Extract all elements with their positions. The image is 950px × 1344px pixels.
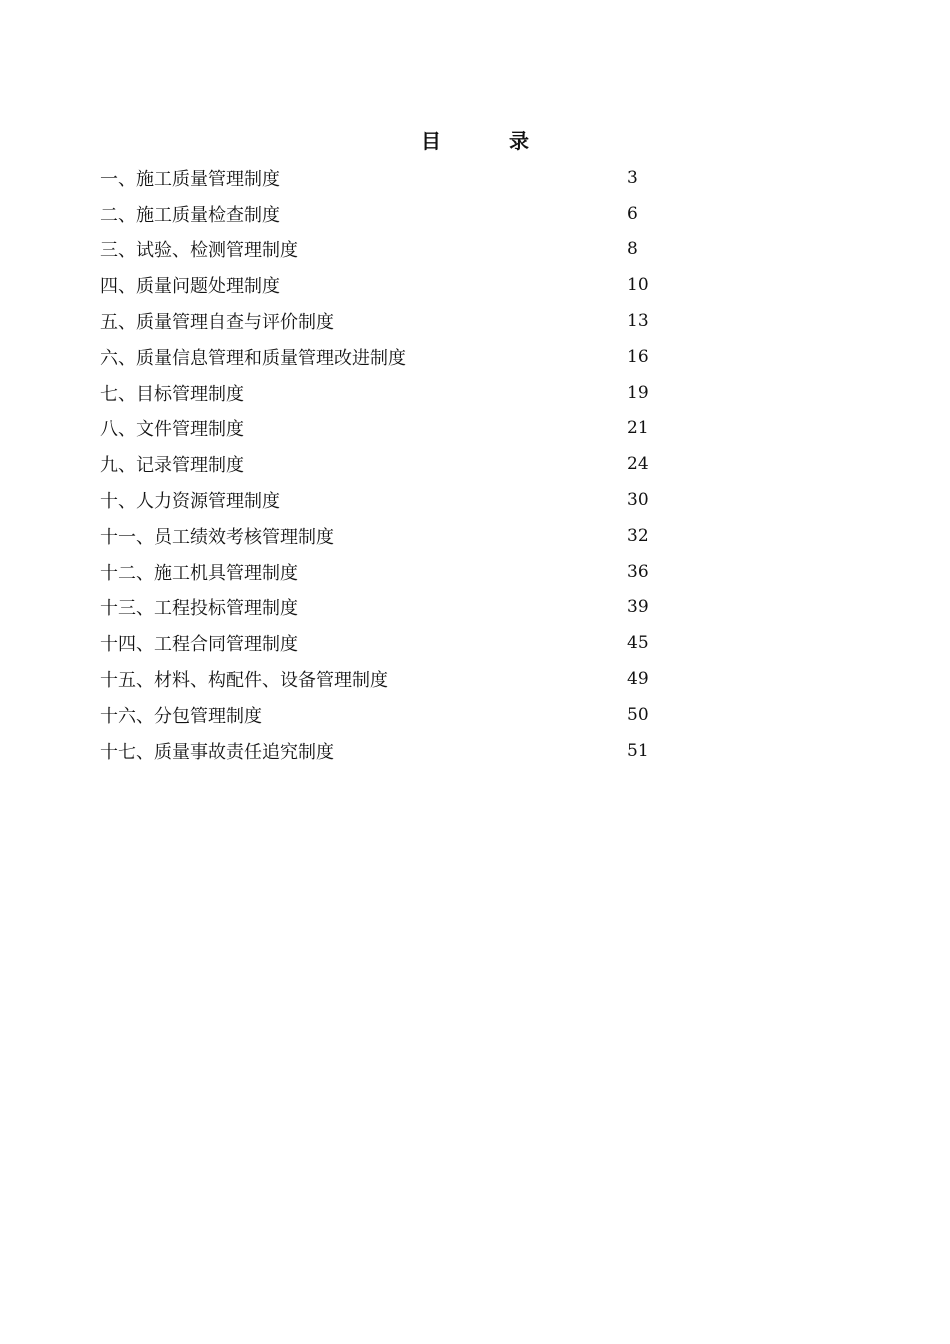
toc-entry[interactable]	[100, 446, 660, 482]
toc-entry-page: 39	[627, 597, 649, 618]
toc-entry-label: 十一、员工绩效考核管理制度	[100, 526, 334, 548]
toc-entry[interactable]	[100, 375, 660, 411]
toc-entry-page: 8	[627, 239, 638, 260]
toc-entry[interactable]	[100, 339, 660, 375]
toc-entry-page: 10	[627, 275, 649, 296]
toc-entry-page: 19	[627, 382, 649, 403]
toc-entry[interactable]	[100, 482, 660, 518]
toc-entry-page: 49	[627, 669, 649, 690]
toc-entry-page: 50	[627, 704, 649, 725]
toc-entry[interactable]	[100, 661, 660, 697]
toc-entry[interactable]	[100, 697, 660, 733]
toc-entry[interactable]	[100, 411, 660, 447]
toc-entry-label: 十七、质量事故责任追究制度	[100, 741, 334, 763]
toc-entry[interactable]	[100, 160, 660, 196]
toc-list	[100, 160, 660, 769]
toc-title: 目 录	[421, 129, 553, 153]
toc-entry-label: 四、质量问题处理制度	[100, 276, 280, 298]
toc-entry-label: 三、试验、检测管理制度	[100, 240, 298, 262]
toc-entry-page: 16	[627, 346, 649, 367]
toc-entry-label: 八、文件管理制度	[100, 419, 244, 441]
toc-entry-label: 十五、材料、构配件、设备管理制度	[100, 670, 388, 692]
toc-entry[interactable]	[100, 267, 660, 303]
toc-entry[interactable]	[100, 196, 660, 232]
toc-entry[interactable]	[100, 554, 660, 590]
toc-entry-page: 13	[627, 311, 649, 332]
toc-entry-page: 45	[627, 633, 649, 654]
toc-entry[interactable]	[100, 590, 660, 626]
toc-entry-label: 十六、分包管理制度	[100, 705, 262, 727]
toc-entry-label: 一、施工质量管理制度	[100, 168, 280, 190]
toc-entry-label: 十、人力资源管理制度	[100, 491, 280, 513]
toc-entry-page: 6	[627, 203, 638, 224]
toc-entry[interactable]	[100, 232, 660, 268]
toc-entry-label: 二、施工质量检查制度	[100, 204, 280, 226]
toc-entry-label: 十四、工程合同管理制度	[100, 634, 298, 656]
toc-entry-page: 3	[627, 167, 638, 188]
toc-entry-label: 七、目标管理制度	[100, 383, 244, 405]
toc-entry[interactable]	[100, 518, 660, 554]
toc-entry-page: 36	[627, 561, 649, 582]
toc-entry-label: 五、质量管理自查与评价制度	[100, 312, 334, 334]
toc-entry[interactable]	[100, 733, 660, 769]
toc-entry-page: 24	[627, 454, 649, 475]
toc-entry-page: 30	[627, 490, 649, 511]
toc-entry-label: 九、记录管理制度	[100, 455, 244, 477]
toc-entry-label: 十二、施工机具管理制度	[100, 562, 298, 584]
toc-entry-page: 51	[627, 740, 649, 761]
toc-entry-page: 21	[627, 418, 649, 439]
toc-entry-label: 十三、工程投标管理制度	[100, 598, 298, 620]
toc-entry[interactable]	[100, 625, 660, 661]
toc-entry-label: 六、质量信息管理和质量管理改进制度	[100, 347, 406, 369]
toc-entry-page: 32	[627, 525, 649, 546]
toc-entry[interactable]	[100, 303, 660, 339]
